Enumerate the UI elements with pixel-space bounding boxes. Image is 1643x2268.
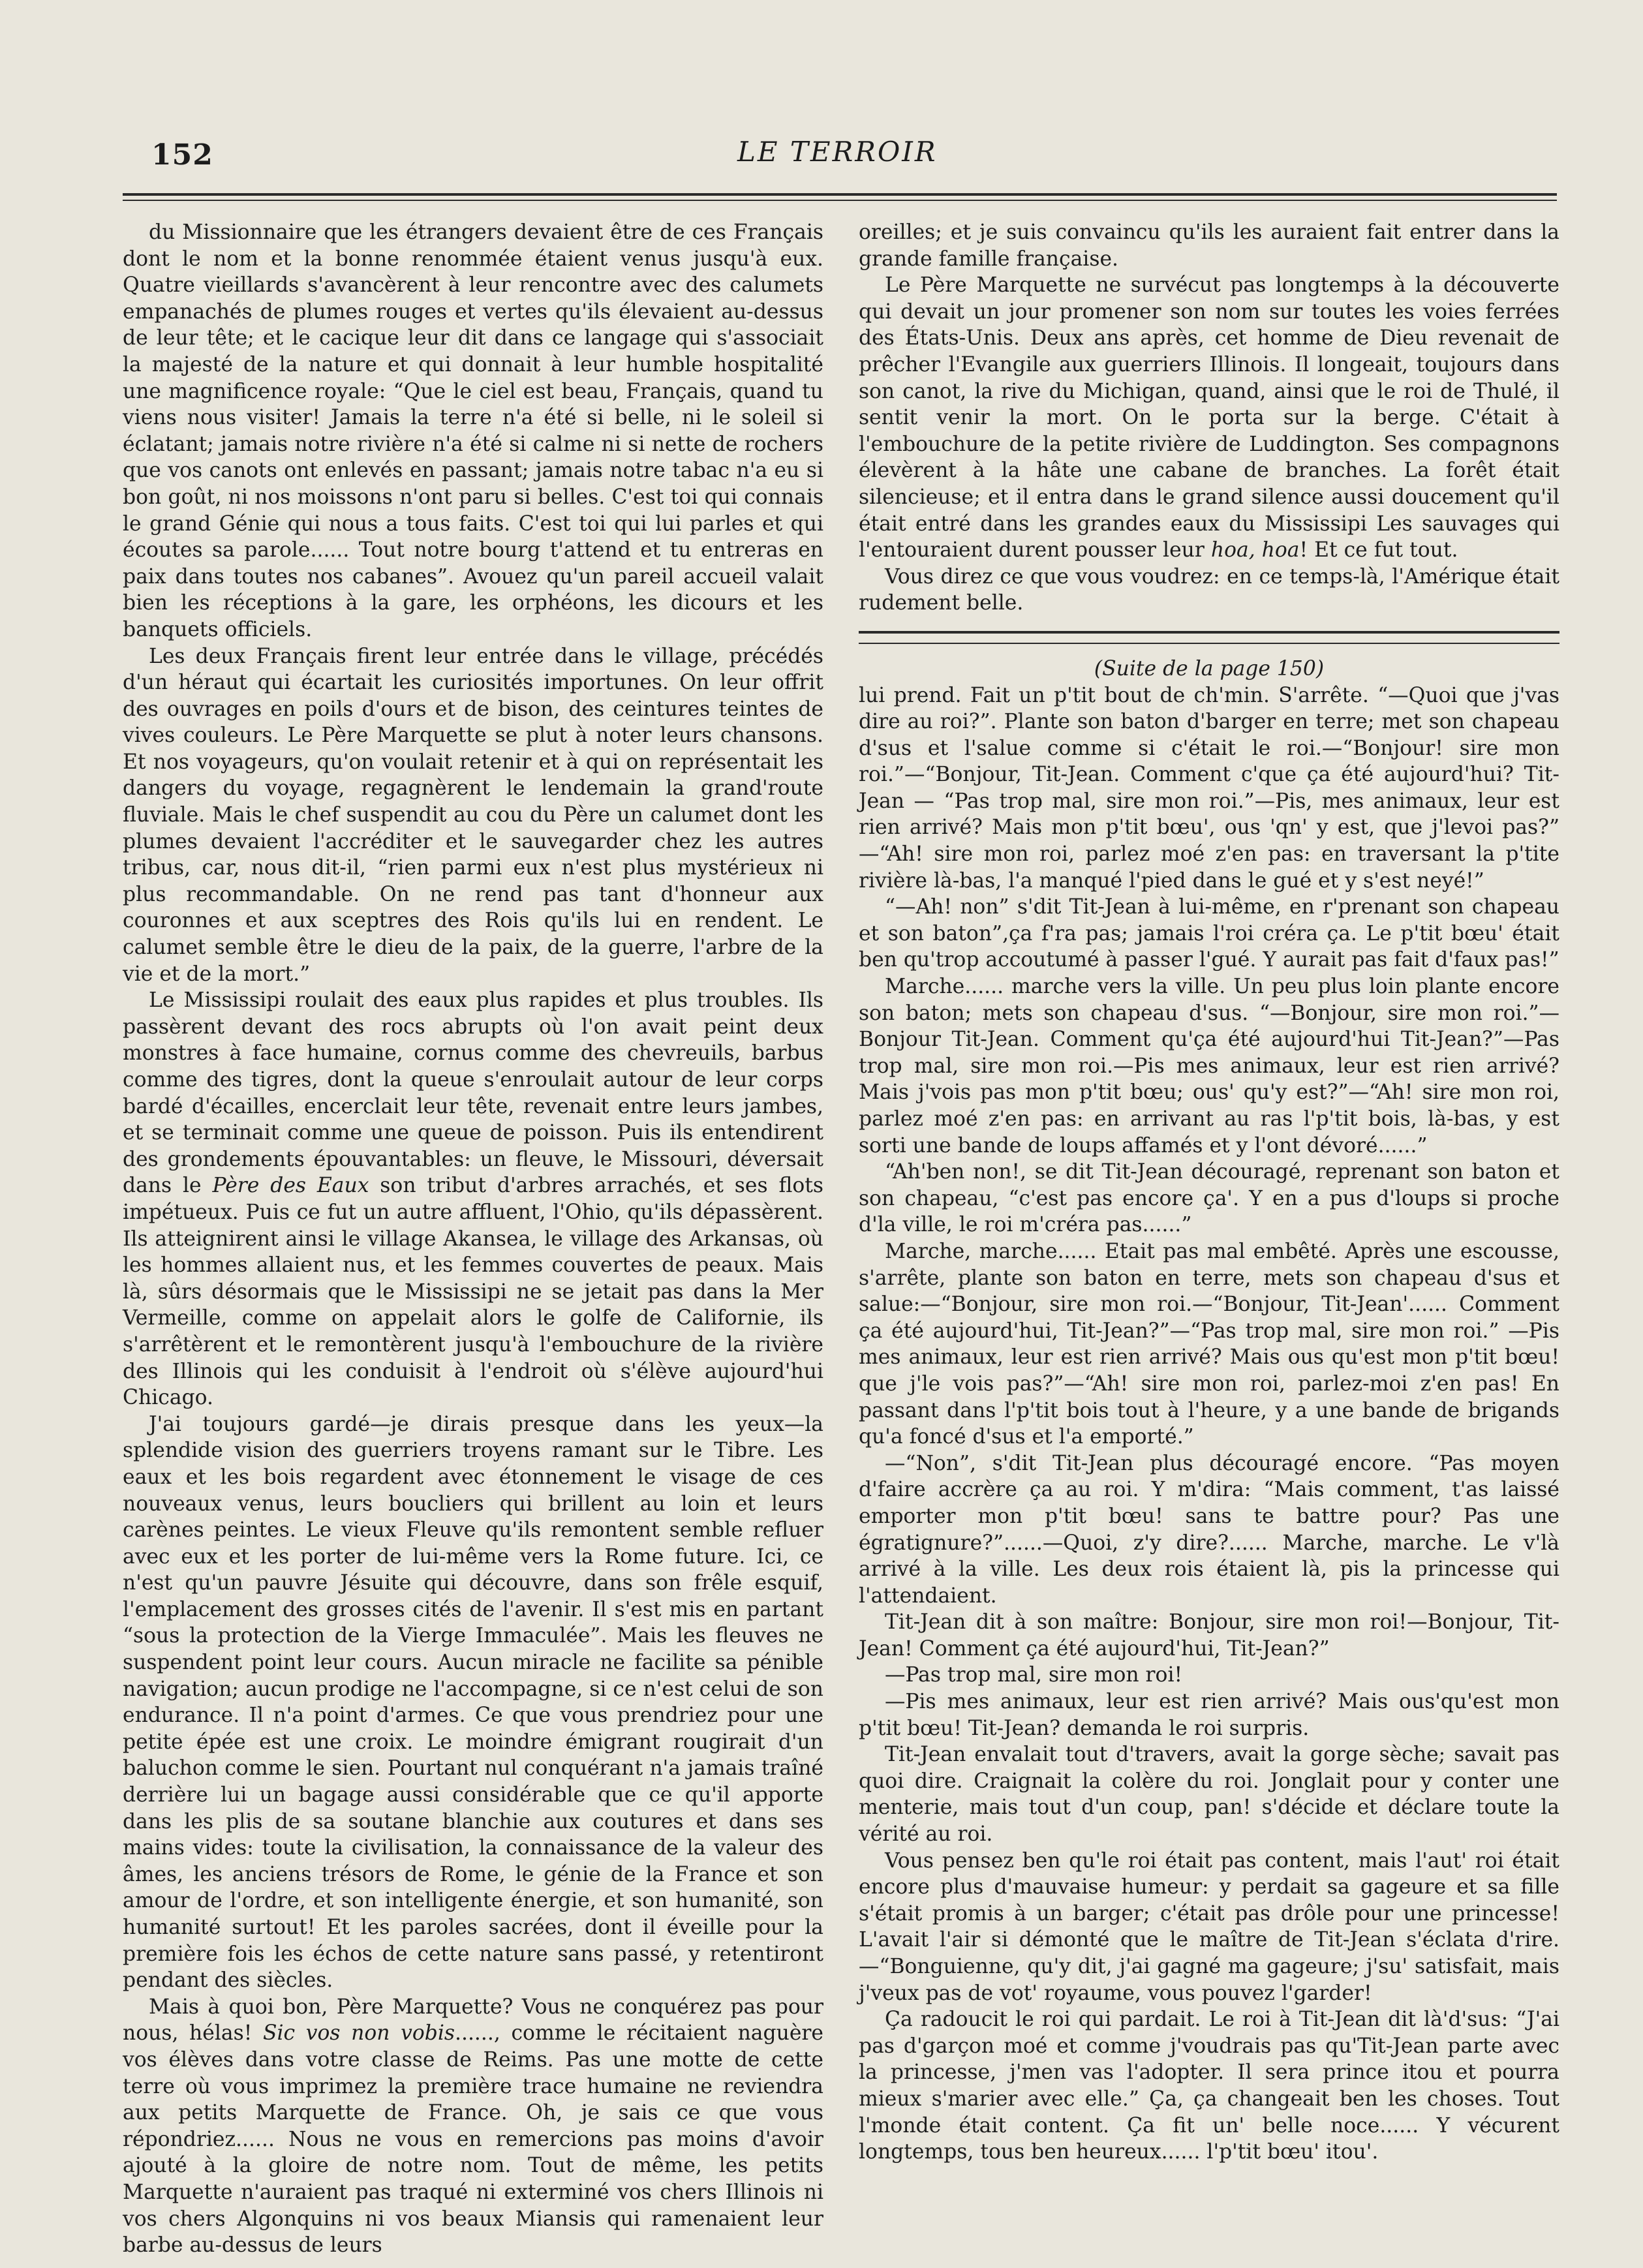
paragraph-text: Tit-Jean dit à son maître: Bonjour, sire mon roi!—Bonjour, Tit-Jean! Comment ça été aujourd'hui, Tit-Jean?” [859, 1610, 1559, 1661]
paragraph-text: J'ai toujours gardé—je dirais presque dans les yeux—la splendide vision des guerriers troyens ramant sur le Tibre. Les eaux et les bois regardent avec étonnement le visage de ces nouveaux venus, leurs boucliers qui brillent au loin et leurs carènes peintes. Le vieux Fleuve qu'ils remontent semble refluer avec eux et les porter de lui-même vers la Rome future. Ici, ce n'est qu'un pauvre Jésuite qui découvre, dans son frêle esquif, l'emplacement des grosses cités de l'avenir. Il s'est mis en partant “sous la protection de la Vierge Immaculée”. Mais les fleuves ne suspendent point leur cours. Aucun miracle ne facilite sa pénible navigation; aucun prodige ne l'accompagne, si ce n'est celui de son endurance. Il n'a point d'armes. Ce que vous prendriez pour une petite épée est une croix. Le moindre émigrant rougirait d'un baluchon comme le sien. Pourtant nul conquérant n'a jamais traîné derrière lui un bagage aussi considérable que ce qu'il apporte dans les plis de sa soutane blanchie aux coutures et dans ses mains vides: toute la civilisation, la connaissance de la valeur des âmes, les anciens trésors de Rome, le génie de la France et son amour de l'ordre, et son intelligente énergie, et son humanité, son humanité surtout! Et les paroles sacrées, dont il éveille pour la première fois les échos de cette nature sans passé, y retentiront pendant des siècles. [123, 1412, 823, 1993]
paragraph [859, 2006, 1559, 2166]
paragraph-text: Marche, marche...... Etait pas mal embêté. Après une escousse, s'arrête, plante son baton en terre, mets son chapeau d'sus et salue:—“Bonjour, sire mon roi.—“Bonjour, Tit-Jean'...... Comment ça été aujourd'hui, Tit-Jean?”—“Pas trop mal, sire mon roi.” —Pis mes animaux, leur est rien arrivé? Mais ous qu'est mon p'tit bœu! que j'le vois pas?”—“Ah! sire mon roi, parlez-moi z'en pas! En passant dans l'p'tit bois tout à l'heure, y a une bande de brigands qu'a foncé d'sus et l'a emporté.” [859, 1239, 1559, 1449]
paragraph [859, 1662, 1559, 1689]
paragraph [859, 1450, 1559, 1610]
paragraph [859, 973, 1559, 1159]
paragraph-text: ! Et ce fut tout. [1299, 538, 1458, 562]
header-rule-thin [123, 200, 1557, 201]
paragraph-text: “Ah'ben non!, se dit Tit-Jean découragé, reprenant son baton et son chapeau, “c'est pas encore ça'. Y en a pus d'loups si proche d'la ville, le roi m'créra pas......” [859, 1160, 1559, 1237]
paragraph-text: —Pas trop mal, sire mon roi! [885, 1663, 1183, 1687]
paragraph [123, 643, 823, 988]
paragraph-italic: Père des Eaux [212, 1174, 369, 1198]
paragraph-italic: Sic vos non vobis [262, 2021, 455, 2046]
paragraph-text: Mais à quoi bon, Père Marquette? Vous ne conquérez pas pour nous, hélas! [123, 1995, 823, 2046]
paragraph-text: Marche...... marche vers la ville. Un peu plus loin plante encore son baton; mets son chapeau d'sus. “—Bonjour, sire mon roi.”—Bonjour Tit-Jean. Comment qu'ça été aujourd'hui Tit-Jean?”—Pas trop mal, sire mon roi.—Pis mes animaux, leur est rien arrivé? Mais j'vois pas mon p'tit bœu; ous' qu'y est?”—“Ah! sire mon roi, parlez moé z'en pas: en arrivant au ras l'p'tit bois, là-bas, y est sorti une bande de loups affamés et y l'ont dévoré......” [859, 975, 1559, 1157]
paragraph [123, 1994, 823, 2259]
paragraph [859, 1848, 1559, 2007]
story-continuation [859, 682, 1559, 2166]
paragraph-text: “—Ah! non” s'dit Tit-Jean à lui-même, en r'prenant son chapeau et son baton”,ça f'ra pas; jamais l'roi créra ça. Le p'tit bœu' était ben qu'trop accoutumé à passer l'gué. Y aurait pas fait d'faux pas!” [859, 895, 1559, 972]
paragraph [123, 219, 823, 643]
paragraph-text: Ça radoucit le roi qui pardait. Le roi à Tit-Jean dit là'd'sus: “J'ai pas d'garçon moé et comme j'voudrais pas qu'Tit-Jean parte avec la princesse, j'men vas l'adopter. Il sera prince itou et pourra mieux s'marier avec elle.” Ça, ça changeait ben les choses. Tout l'monde était content. Ça fit un' belle noce...... Y vécurent longtemps, tous ben heureux...... l'p'tit bœu' itou'. [859, 2008, 1559, 2164]
paragraph-text: lui prend. Fait un p'tit bout de ch'min. S'arrête. “—Quoi que j'vas dire au roi?”. Plante son baton d'barger en terre; met son chapeau d'sus et l'salue comme si c'était le roi.—“Bonjour! sire mon roi.”—“Bonjour, Tit-Jean. Comment c'que ça été aujourd'hui? Tit-Jean — “Pas trop mal, sire mon roi.”—Pis, mes animaux, leur est rien arrivé? Mais mon p'tit bœu', ous 'qn' y est, que j'levoi pas?” —“Ah! sire mon roi, parlez moé z'en pas: en traversant la p'tite rivière là-bas, l'a manqué l'pied dans le gué et y s'est neyé!” [859, 683, 1559, 893]
paragraph [859, 564, 1559, 617]
paragraph-text: —“Non”, s'dit Tit-Jean plus découragé encore. “Pas moyen d'faire accrère ça au roi. Y m'dira: “Mais comment, t'as laissé emporter mon p'tit bœu! sans te battre pour? Pas une égratignure?”......—Quoi, z'y dire?...... Marche, marche. Le v'là arrivé à la ville. Les deux rois étaient là, pis la princesse qui l'attendaient. [859, 1451, 1559, 1608]
paragraph-text: —Pis mes animaux, leur est rien arrivé? Mais ous'qu'est mon p'tit bœu! Tit-Jean? demanda le roi surpris. [859, 1690, 1559, 1740]
paragraph [859, 682, 1559, 895]
paragraph-text: Le Mississipi roulait des eaux plus rapides et plus troubles. Ils passèrent devant des rocs abrupts où l'on avait peint deux monstres à face humaine, cornus comme des chevreuils, barbus comme des tigres, dont la queue s'enroulait autour de leur corps bardé d'écailles, encerclait leur tête, revenait entre leurs jambes, et se terminait comme une queue de poisson. Puis ils entendirent des grondements épouvantables: un fleuve, le Missouri, déversait dans le [123, 988, 823, 1198]
paragraph [859, 1741, 1559, 1847]
paragraph [859, 219, 1559, 272]
continuation-note [859, 656, 1559, 682]
paragraph-text: ......, comme le récitaient naguère vos élèves dans votre classe de Reims. Pas une motte de cette terre où vous imprimez la première trace humaine ne reviendra aux petits Marquette de France. Oh, je sais ce que vous répondriez...... Nous ne vous en remercions pas moins d'avoir ajouté à la gloire de notre nom. Tout de même, les petits Marquette n'auraient pas traqué ni exterminé vos chers Illinois ni vos chers Algonquins ni vos beaux Miansis qui ramenaient leur barbe au-dessus de leurs [123, 2021, 823, 2258]
article-ending [859, 219, 1559, 617]
section-separator [859, 631, 1559, 644]
paragraph-text: oreilles; et je suis convaincu qu'ils les auraient fait entrer dans la grande famille française. [859, 221, 1559, 271]
paragraph [859, 894, 1559, 973]
page-number: 152 [151, 138, 213, 172]
paragraph-text: Vous pensez ben qu'le roi était pas content, mais l'aut' roi était encore plus d'mauvaise humeur: y perdait sa gageure et sa fille s'était promis à un barger; c'était pas drôle pour une princesse! L'avait l'air si démonté que le maître de Tit-Jean s'éclata d'rire. —“Bonguienne, qu'y dit, j'ai gagné ma gageure; j'su' satisfait, mais j'veux pas de vot' royaume, vous pouvez l'garder! [859, 1848, 1559, 2005]
continuation-label: Suite de la page 150 [1102, 656, 1316, 681]
paragraph-italic: hoa, hoa [1210, 538, 1300, 562]
paragraph [859, 1159, 1559, 1238]
running-title: LE TERROIR [737, 136, 938, 168]
paragraph-text: Vous direz ce que vous voudrez: en ce temps-là, l'Amérique était rudement belle. [859, 564, 1559, 615]
continuation-prefix: ( [1094, 656, 1103, 681]
paragraph-text: Les deux Français firent leur entrée dans le village, précédés d'un héraut qui écartait les curiosités importunes. On leur offrit des ouvrages en poils d'ours et de bison, des ceintures teintes de vives couleurs. Le Père Marquette se plut à noter leurs chansons. Et nos voyageurs, qu'on voulait retenir et à qui on représentait les dangers du voyage, regagnèrent le lendemain la grand'route fluviale. Mais le chef suspendit au cou du Père un calumet dont les plumes devaient l'accréditer et le sauvegarder chez les autres tribus, car, nous dit-il, “rien parmi eux n'est plus mystérieux ni plus recommandable. On ne rend pas tant d'honneur aux couronnes et aux sceptres des Rois qu'ils lui en rendent. Le calumet semble être le dieu de la paix, de la guerre, l'arbre de la vie et de la mort.” [123, 644, 823, 986]
header-rule-thick [123, 193, 1557, 196]
paragraph-text: du Missionnaire que les étrangers devaient être de ces Français dont le nom et la bonne renommée étaient venus jusqu'à eux. Quatre vieillards s'avancèrent à leur rencontre avec des calumets empanachés de plumes rouges et vertes qu'ils élevaient au-dessus de leur tête; et le cacique leur dit dans ce langage qui s'associait la majesté de la nature et qui donnait à leur humble hospitalité une magnificence royale: “Que le ciel est beau, Français, quand tu viens nous visiter! Jamais la terre n'a été si belle, ni le soleil si éclatant; jamais notre rivière n'a été si calme ni si nette de rochers que vos canots ont enlevés en passant; jamais notre tabac n'a eu si bon goût, ni nos moissons n'ont paru si belles. C'est toi qui connais le grand Génie qui nous a tous faits. C'est toi qui lui parles et qui écoutes sa parole...... Tout notre bourg t'attend et tu entreras en paix dans toutes nos cabanes”. Avouez qu'un pareil accueil valait bien les réceptions à la gare, les orphéons, les dicours et les banquets officiels. [123, 221, 823, 641]
paragraph [859, 1689, 1559, 1741]
paragraph [859, 272, 1559, 564]
right-column [859, 219, 1559, 2166]
paragraph [123, 1411, 823, 1994]
paragraph [123, 987, 823, 1411]
paragraph-text: Le Père Marquette ne survécut pas longtemps à la découverte qui devait un jour promener son nom sur toutes les voies ferrées des États-Unis. Deux ans après, cet homme de Dieu revenait de prêcher l'Evangile aux guerriers Illinois. Il longeait, toujours dans son canot, la rive du Michigan, quand, ainsi que le roi de Thulé, il sentit venir la mort. On le porta sur la berge. C'était à l'embouchure de la petite rivière de Luddington. Ses compagnons élevèrent à la hâte une cabane de branches. La forêt était silencieuse; et il entra dans le grand silence aussi doucement qu'il était entré dans les grandes eaux du Mississipi Les sauvages qui l'entouraient durent pousser leur [859, 273, 1559, 562]
continuation-suffix: ) [1315, 656, 1325, 681]
left-column [123, 219, 823, 2259]
paragraph [859, 1238, 1559, 1450]
paragraph [859, 1609, 1559, 1662]
paragraph-text: Tit-Jean envalait tout d'travers, avait la gorge sèche; savait pas quoi dire. Craignait la colère du roi. Jonglait pour y conter une menterie, mais tout d'un coup, pan! s'décide et déclare toute la vérité au roi. [859, 1743, 1559, 1847]
paragraph-text: son tribut d'arbres arrachés, et ses flots impétueux. Puis ce fut un autre affluent, l'Ohio, qu'ils dépassèrent. Ils atteignirent ainsi le village Akansea, le village des Arkansas, où les hommes allaient nus, et les femmes couvertes de peaux. Mais là, sûrs désormais que le Mississipi ne se jetait pas dans la Mer Vermeille, comme on appelait alors le golfe de Californie, ils s'arrêtèrent et le remontèrent jusqu'à l'embouchure de la rivière des Illinois qui les conduisit à l'endroit où s'élève aujourd'hui Chicago. [123, 1174, 823, 1410]
